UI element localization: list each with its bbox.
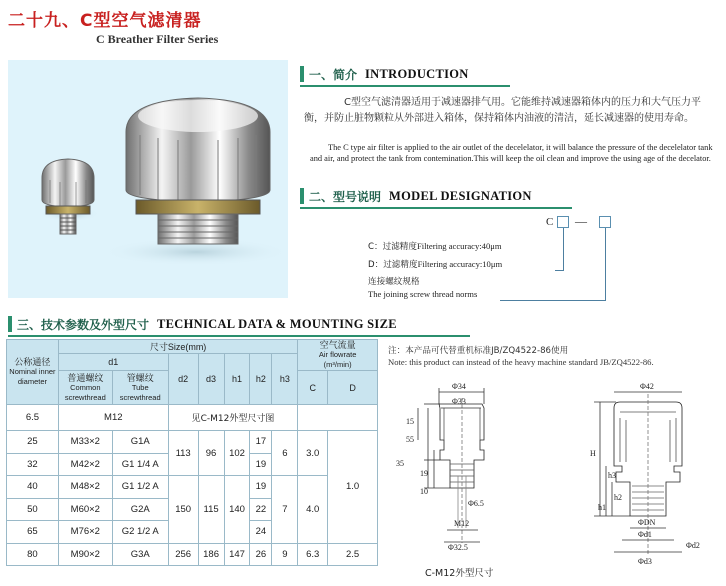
cell-flow-c: 6.3 [298, 543, 328, 566]
header-d3: d3 [198, 354, 224, 405]
header-nominal [7, 340, 59, 405]
drawing-caption: C-M12外型尺寸 [425, 568, 494, 579]
dim-phid3: Φd3 [638, 557, 652, 566]
cell-nominal: 6.5 [7, 405, 59, 431]
cell-h1: 140 [224, 476, 250, 544]
model-code-prefix: C [546, 216, 554, 228]
dim-19: 19 [420, 469, 428, 478]
product-photo [8, 60, 288, 298]
cell-d2: 150 [168, 476, 198, 544]
leader-line [605, 228, 606, 300]
header-d1: d1 [58, 354, 168, 371]
standard-note [388, 346, 654, 368]
model-code-dash: — [575, 214, 587, 228]
standard-note-zh: 注：本产品可代替重机标准JB/ZQ4522-86使用 [388, 346, 569, 356]
dim-phi65: Φ6.5 [468, 499, 484, 508]
cell-d2: 256 [168, 543, 198, 566]
cell-h3: 7 [272, 476, 298, 544]
table-row [7, 431, 378, 454]
cell-tube: G3A [112, 543, 168, 566]
dim-35: 35 [396, 459, 404, 468]
c-m12-drawing [396, 382, 484, 552]
cell-common: M12 [58, 405, 168, 431]
section-bar [300, 188, 304, 204]
cell-flow-c: 4.0 [298, 476, 328, 544]
introduction-heading [300, 64, 469, 84]
cell-nominal: 25 [7, 431, 59, 454]
header-common [58, 371, 112, 405]
leader-line [500, 300, 606, 301]
header-nominal-zh: 公称通径 [14, 357, 51, 367]
introduction-text-zh: C型空气滤清器适用于减速器排气用。它能维持减速器箱体内的压力和大气压力平衡，并防止脏物颗粒从外部进入箱体，保持箱体内油液的清洁，延长减速器的使用寿命。 [304, 97, 701, 124]
cell-h2: 19 [250, 476, 272, 499]
cell-common: M42×2 [58, 453, 112, 476]
cell-h2: 26 [250, 543, 272, 566]
cell-nominal: 50 [7, 498, 59, 521]
dim-10: 10 [420, 487, 428, 496]
dim-h1: h1 [598, 503, 606, 512]
section-rule [300, 85, 510, 87]
dim-phi34: Φ34 [452, 382, 466, 391]
cell-h2: 22 [250, 498, 272, 521]
model-d-accuracy [368, 258, 502, 270]
header-h2: h2 [250, 354, 272, 405]
header-flow-c: C [298, 371, 328, 405]
section-bar [8, 316, 12, 332]
spec-table [6, 339, 378, 566]
header-h3: h3 [272, 354, 298, 405]
leader-line [563, 228, 564, 270]
cell-h1: 147 [224, 543, 250, 566]
technical-heading-zh: 三、技术参数及外型尺寸 [17, 317, 150, 332]
cell-d3: 96 [198, 431, 224, 476]
leader-line [555, 270, 564, 271]
dim-m12: M12 [454, 519, 470, 528]
cell-d3: 186 [198, 543, 224, 566]
dimension-drawings-svg [384, 378, 722, 584]
model-heading-en: MODEL DESIGNATION [389, 188, 532, 203]
c-type-drawing [590, 382, 700, 566]
header-flow-en: Air flowrate [318, 350, 357, 359]
thread-norm-zh [368, 275, 420, 287]
dim-phi33: Φ33 [452, 397, 466, 406]
cell-tube: G1A [112, 431, 168, 454]
cell-h2: 24 [250, 521, 272, 544]
model-d-value: Filtering accuracy:10μm [417, 259, 503, 269]
header-flow [298, 340, 378, 371]
page-subtitle: C Breather Filter Series [96, 32, 219, 46]
dim-h: H [590, 449, 596, 458]
section-rule [8, 335, 470, 337]
header-tube-zh: 管螺纹 [126, 372, 154, 383]
standard-note-en: Note: this product can instead of the heavy machine standard JB/ZQ4522-86. [388, 357, 654, 367]
cell-common: M48×2 [58, 476, 112, 499]
dimension-drawings [384, 378, 722, 584]
cell-common: M33×2 [58, 431, 112, 454]
cell-tube: G2 1/2 A [112, 521, 168, 544]
dim-15: 15 [406, 417, 414, 426]
cell-h3: 6 [272, 431, 298, 476]
cell-h1: 102 [224, 431, 250, 476]
page-title: 二十九、C型空气滤清器 [8, 11, 202, 31]
thread-norm-en: The joining screw thread norms [368, 289, 478, 299]
model-d-label: D：过滤精度 [368, 260, 418, 270]
model-c-value: Filtering accuracy:40μm [416, 241, 502, 251]
table-header-row [7, 340, 378, 354]
cell-tube: G1 1/4 A [112, 453, 168, 476]
cell-nominal: 40 [7, 476, 59, 499]
introduction-heading-en: INTRODUCTION [365, 66, 469, 81]
cell-h3: 9 [272, 543, 298, 566]
model-c-accuracy [368, 240, 502, 252]
header-flow-zh: 空气流量 [319, 340, 356, 350]
header-tube [112, 371, 168, 405]
breather-filter-image [8, 60, 288, 298]
section-rule [300, 207, 572, 209]
dim-phid1: Φd1 [638, 530, 652, 539]
introduction-heading-zh: 一、简介 [309, 67, 358, 82]
cell-d3: 115 [198, 476, 224, 544]
cell-tube: G1 1/2 A [112, 476, 168, 499]
header-flow-unit: (m³/min) [323, 360, 352, 369]
cell-nominal: 80 [7, 543, 59, 566]
dim-phid2: Φd2 [686, 541, 700, 550]
cell-flow-d: 1.0 [328, 431, 378, 544]
header-d2: d2 [168, 354, 198, 405]
cell-nominal: 32 [7, 453, 59, 476]
thread-norm-label-zh: 连接螺纹规格 [368, 277, 420, 287]
cell-tube: G2A [112, 498, 168, 521]
header-common-zh: 普通螺纹 [67, 372, 104, 383]
dim-h2: h2 [614, 493, 622, 502]
section-bar [300, 66, 304, 82]
cell-common: M60×2 [58, 498, 112, 521]
cell-see-drawing: 见C-M12外型尺寸图 [168, 405, 298, 431]
dim-phidn: ΦDN [638, 518, 656, 527]
cell-nominal: 65 [7, 521, 59, 544]
introduction-text-en: The C type air filter is applied to the air outlet of the decelelator, it will balance the pressure of the decelelator tank and air, and protect the tank from contemination.This will keep the oil clean and improve the using age of the decelator. [310, 143, 713, 163]
cell-flow-d: 2.5 [328, 543, 378, 566]
technical-data-heading [8, 314, 397, 334]
table-row [7, 405, 378, 431]
dim-phi325: Φ32.5 [448, 543, 468, 552]
model-heading-zh: 二、型号说明 [309, 189, 382, 204]
cell-d2: 113 [168, 431, 198, 476]
dim-h3: h3 [608, 471, 616, 480]
cell-flow-empty [298, 405, 378, 431]
model-designation-heading [300, 186, 532, 206]
cell-h2: 19 [250, 453, 272, 476]
table-row [7, 476, 378, 499]
technical-heading-en: TECHNICAL DATA & MOUNTING SIZE [157, 316, 397, 331]
dim-55: 55 [406, 435, 414, 444]
cell-common: M90×2 [58, 543, 112, 566]
table-row [7, 543, 378, 566]
cell-flow-c: 3.0 [298, 431, 328, 476]
header-common-en: Common screwthread [64, 382, 106, 402]
header-tube-en: Tube screwthread [119, 382, 161, 402]
accuracy-code-box [557, 216, 569, 228]
header-size: 尺寸Size(mm) [58, 340, 297, 354]
header-nominal-en: Nominal inner diameter [9, 367, 56, 386]
thread-code-box [599, 216, 611, 228]
header-h1: h1 [224, 354, 250, 405]
cell-common: M76×2 [58, 521, 112, 544]
cell-h2: 17 [250, 431, 272, 454]
header-flow-d: D [328, 371, 378, 405]
model-c-label: C：过滤精度 [368, 242, 417, 252]
dim-phi42: Φ42 [640, 382, 654, 391]
